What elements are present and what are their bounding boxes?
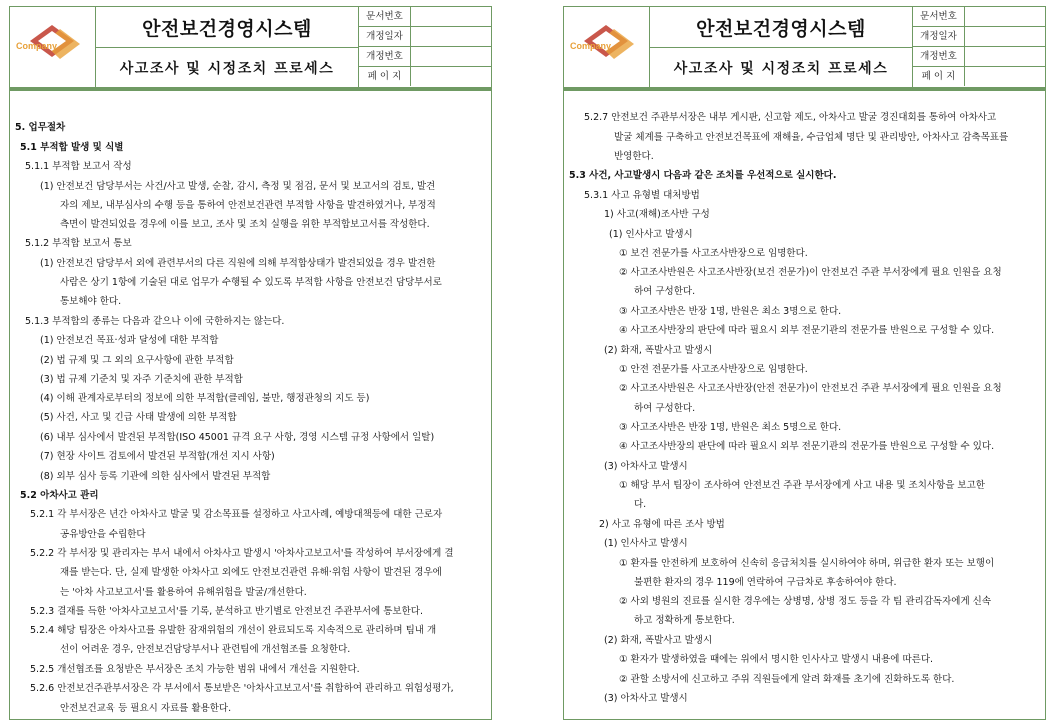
paragraph-line: 5.2.1 각 부서장은 년간 아차사고 발굴 및 감소목표를 설정하고 사고사례, 예방대책등에 대한 근로자 (30, 509, 443, 520)
list-item: (2) 화재, 폭발사고 발생시 (604, 635, 713, 646)
document-body (10, 91, 491, 719)
paragraph-line: 는 '아차 사고보고서'를 활용하여 유해위험을 발굴/개선한다. (60, 587, 307, 598)
meta-row-revision-date (913, 27, 1045, 47)
list-item: ② 사고조사반원은 사고조사반장(안전 전문가)이 안전보건 주관 부서장에게 필요 인원을 요청 (619, 383, 1002, 394)
paragraph-line: 자의 제보, 내부심사의 수행 등을 통하여 안전보건관련 부적합 사항을 발견하였거나, 부정적 (60, 200, 436, 211)
list-item: (2) 법 규제 및 그 외의 요구사항에 관한 부적합 (40, 355, 234, 366)
meta-value (411, 47, 491, 66)
paragraph-line: 5.2.5 개선협조를 요청받은 부서장은 조치 가능한 범위 내에서 개선을 지원한다. (30, 664, 360, 675)
paragraph-line: 안전보건교육 등 필요시 자료를 활용한다. (60, 703, 232, 714)
meta-label: 페 이 지 (913, 67, 965, 86)
document-title: 사고조사 및 시정조치 프로세스 (96, 48, 359, 87)
section-heading: 5.1 부적합 발생 및 식별 (20, 142, 124, 153)
paragraph-line: 선이 어려운 경우, 안전보건담당부서나 관련팀에 개선협조를 요청한다. (60, 644, 351, 655)
meta-row-revision-number (913, 47, 1045, 67)
section-heading: 5.2 아차사고 관리 (20, 490, 99, 501)
list-item: ② 사외 병원의 진료를 실시한 경우에는 상병명, 상병 정도 등을 각 팀 관리감독자에게 신속 (619, 596, 991, 607)
document-page-right (563, 6, 1046, 720)
paragraph-line: 하여 구성한다. (634, 286, 696, 297)
list-item: 2) 사고 유형에 따른 조사 방법 (599, 519, 725, 530)
company-logo-icon (568, 25, 648, 65)
paragraph-line: 측면이 발견되었을 경우에 이를 보고, 조사 및 조치 실행을 위한 부적합보고서를 작성한다. (60, 219, 430, 230)
meta-row-doc-number (359, 7, 491, 27)
paragraph-line: 하고 정확하게 통보한다. (634, 615, 735, 626)
document-header (10, 7, 491, 87)
list-item: ① 환자를 안전하게 보호하여 신속히 응급처치를 실시하여야 하며, 위급한 환자 또는 보행이 (619, 558, 995, 569)
paragraph-line: 5.2.4 해당 팀장은 아차사고를 유발한 잠재위험의 개선이 완료되도록 지속적으로 관리하며 팀내 개 (30, 625, 437, 636)
meta-value (965, 7, 1045, 26)
paragraph-line: 재를 받는다. 단, 실제 발생한 아차사고 외에도 안전보건관련 유해·위험 사항이 발견된 경우에 (60, 567, 442, 578)
list-item: (1) 안전보건 목표·성과 달성에 대한 부적합 (40, 335, 219, 346)
list-item: ③ 사고조사반은 반장 1명, 반원은 최소 5명으로 한다. (619, 422, 842, 433)
meta-label: 문서번호 (913, 7, 965, 26)
document-title: 사고조사 및 시정조치 프로세스 (650, 48, 913, 87)
list-item: (3) 아차사고 발생시 (604, 461, 688, 472)
system-title: 안전보건경영시스템 (96, 7, 359, 48)
meta-label: 개정일자 (359, 27, 411, 46)
meta-label: 문서번호 (359, 7, 411, 26)
section-heading: 5.3 사건, 사고발생시 다음과 같은 조치를 우선적으로 실시한다. (569, 170, 837, 181)
meta-label: 개정일자 (913, 27, 965, 46)
document-header (564, 7, 1045, 87)
list-item: ④ 사고조사반장의 판단에 따라 필요시 외부 전문기관의 전문가를 반원으로 구성할 수 있다. (619, 441, 995, 452)
paragraph-line: 5.2.3 결재를 득한 '아차사고보고서'를 기록, 분석하고 반기별로 안전보건 주관부서에 통보한다. (30, 606, 423, 617)
paragraph-line: 공유방안을 수립한다 (60, 529, 146, 540)
list-item: (1) 인사사고 발생시 (609, 229, 693, 240)
list-item: (8) 외부 심사 등록 기관에 의한 심사에서 발견된 부적합 (40, 471, 271, 482)
paragraph-line: 통보해야 한다. (60, 296, 122, 307)
meta-row-page (359, 67, 491, 87)
meta-label: 개정번호 (359, 47, 411, 66)
meta-label: 페 이 지 (359, 67, 411, 86)
section-heading: 5. 업무절차 (15, 122, 66, 133)
company-logo-icon (14, 25, 94, 65)
paragraph-line: 5.2.2 각 부서장 및 관리자는 부서 내에서 아차사고 발생시 '아차사고보고서'를 작성하여 부서장에게 결 (30, 548, 454, 559)
paragraph-line: 5.2.7 안전보건 주관부서장은 내부 게시판, 신고함 제도, 아차사고 발굴 경진대회를 통하여 아차사고 (584, 112, 997, 123)
list-item: (7) 현장 사이트 검토에서 발견된 부적합(개선 지시 사항) (40, 451, 275, 462)
paragraph-line: 5.2.6 안전보건주관부서장은 각 부서에서 통보받은 '아차사고보고서'를 취합하여 관리하고 위험성평가, (30, 683, 454, 694)
meta-row-revision-number (359, 47, 491, 67)
logo-text: Company (16, 41, 58, 51)
paragraph-line: 하여 구성한다. (634, 403, 696, 414)
list-item: ② 사고조사반원은 사고조사반장(보건 전문가)이 안전보건 주관 부서장에게 필요 인원을 요청 (619, 267, 1002, 278)
system-title: 안전보건경영시스템 (650, 7, 913, 48)
document-page-left (9, 6, 492, 720)
meta-value (965, 47, 1045, 66)
meta-row-page (913, 67, 1045, 87)
meta-value (411, 27, 491, 46)
company-logo (10, 7, 96, 87)
meta-row-revision-date (359, 27, 491, 47)
logo-text: Company (570, 41, 612, 51)
paragraph-line: 반영한다. (614, 151, 654, 162)
list-item: ① 해당 부서 팀장이 조사하여 안전보건 주관 부서장에게 사고 내용 및 조치사항을 보고한 (619, 480, 985, 491)
list-item: ① 보건 전문가를 사고조사반장으로 임명한다. (619, 248, 808, 259)
list-item: (3) 법 규제 기준치 및 자주 기준치에 관한 부적합 (40, 374, 243, 385)
document-meta-table (359, 7, 491, 87)
meta-value (411, 67, 491, 86)
subsection-heading: 5.1.3 부적합의 종류는 다음과 같으나 이에 국한하지는 않는다. (25, 316, 285, 327)
list-item: ② 관할 소방서에 신고하고 주위 직원들에게 알려 화재를 초기에 진화하도록 한다. (619, 674, 955, 685)
subsection-heading: 5.3.1 사고 유형별 대처방법 (584, 190, 700, 201)
list-item: (5) 사건, 사고 및 긴급 사태 발생에 의한 부적합 (40, 412, 237, 423)
list-item: (6) 내부 심사에서 발견된 부적합(ISO 45001 규격 요구 사항, 경영 시스템 규정 사항에서 일탈) (40, 432, 435, 443)
list-item: ③ 사고조사반은 반장 1명, 반원은 최소 3명으로 한다. (619, 306, 842, 317)
document-body (564, 91, 1045, 719)
list-item: ① 안전 전문가를 사고조사반장으로 임명한다. (619, 364, 808, 375)
paragraph-line: 발굴 체계를 구축하고 안전보건목표에 재해율, 수급업체 명단 및 관리방안, 아차사고 감축목표를 (614, 132, 1009, 143)
list-item: ① 환자가 발생하였을 때에는 위에서 명시한 인사사고 발생시 내용에 따른다. (619, 654, 934, 665)
list-item: (4) 이해 관계자로부터의 정보에 의한 부적합(클레임, 불만, 행정관청의 지도 등) (40, 393, 370, 404)
paragraph-line: 다. (634, 499, 647, 510)
paragraph-line: 사람은 상기 1항에 기술된 대로 업무가 수행될 수 있도록 부적합 사항을 안전보건 담당부서로 (60, 277, 442, 288)
list-item: ④ 사고조사반장의 판단에 따라 필요시 외부 전문기관의 전문가를 반원으로 구성할 수 있다. (619, 325, 995, 336)
list-item: 1) 사고(재해)조사반 구성 (604, 209, 710, 220)
list-item: (2) 화재, 폭발사고 발생시 (604, 345, 713, 356)
list-item: (1) 인사사고 발생시 (604, 538, 688, 549)
meta-label: 개정번호 (913, 47, 965, 66)
document-meta-table (913, 7, 1045, 87)
meta-value (411, 7, 491, 26)
paragraph-line: 불편한 환자의 경우 119에 연락하여 구급차로 후송하여야 한다. (634, 577, 897, 588)
meta-value (965, 67, 1045, 86)
list-item: (3) 아차사고 발생시 (604, 693, 688, 704)
paragraph-line: (1) 안전보건 담당부서는 사건/사고 발생, 순찰, 감시, 측정 및 점검, 문서 및 보고서의 검토, 발견 (40, 181, 436, 192)
paragraph-line: (1) 안전보건 담당부서 외에 관련부서의 다른 직원에 의해 부적합상태가 발견되었을 경우 발견한 (40, 258, 436, 269)
meta-value (965, 27, 1045, 46)
subsection-heading: 5.1.2 부적합 보고서 통보 (25, 238, 132, 249)
subsection-heading: 5.1.1 부적합 보고서 작성 (25, 161, 132, 172)
meta-row-doc-number (913, 7, 1045, 27)
company-logo (564, 7, 650, 87)
